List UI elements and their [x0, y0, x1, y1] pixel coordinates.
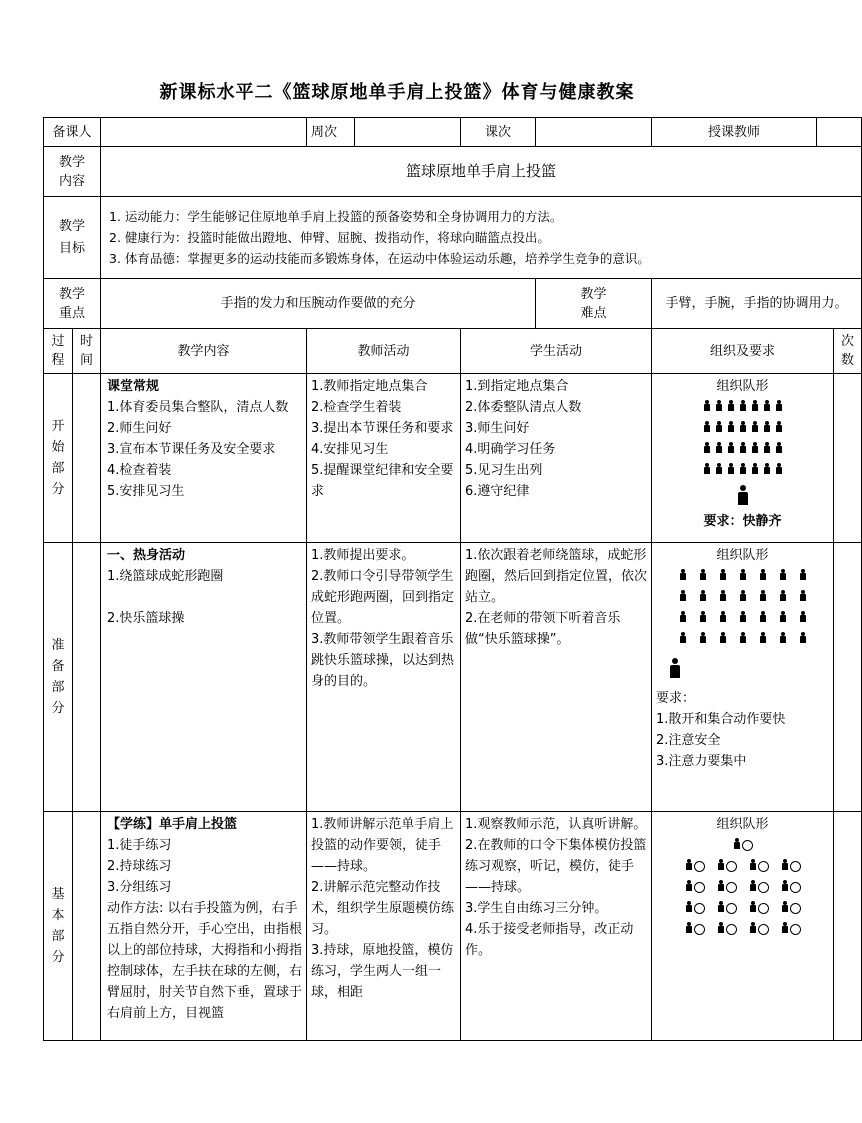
list-item: 1.教师提出要求。 [311, 548, 415, 563]
section-start-teacher [307, 374, 461, 543]
teacher-label: 授课教师 [652, 118, 817, 147]
formation-row [656, 629, 829, 650]
formation-row [656, 856, 829, 877]
list-item: 3.教师带领学生跟着音乐跳快乐篮球操，以达到热身的目的。 [311, 632, 455, 689]
formation-row [656, 898, 829, 919]
list-item: 1.观察教师示范，认真听讲解。 [465, 817, 647, 832]
list-item: 5.安排见习生 [107, 484, 185, 499]
formation-row [656, 460, 829, 481]
section-prep-teacher [307, 543, 461, 812]
list-item: 1.散开和集合动作要快 [656, 712, 786, 727]
objectives-label: 教学目标 [44, 197, 101, 279]
list-item: 1.教师讲解示范单手肩上投篮的动作要领，徒手——持球。 [311, 817, 454, 874]
col-count: 次数 [834, 329, 862, 374]
list-item: 4.乐于接受老师指导，改正动作。 [465, 922, 634, 958]
list-item: 1.绕篮球成蛇形跑圈 [107, 569, 224, 584]
section-prep-student [461, 543, 652, 812]
list-item: 2.教师口令引导带领学生成蛇形跑两圈，回到指定位置。 [311, 569, 455, 626]
lesson-value[interactable] [536, 118, 652, 147]
difficulty-label: 教学难点 [536, 279, 652, 329]
page-title: 新课标水平二《篮球原地单手肩上投篮》体育与健康教案 [159, 82, 635, 103]
section-start-content: 课堂常规 1.体育委员集合整队，清点人数 2.师生问好 3.宣布本节课任务及安全要求 4.检查着装 5.安排见习生 [101, 374, 307, 543]
formation-diagram [656, 397, 829, 511]
key-label: 教学重点 [44, 279, 101, 329]
list-item: 3.师生问好 [465, 421, 530, 436]
objectives-list [101, 197, 862, 279]
teacher-value[interactable] [817, 118, 862, 147]
section-start-count [834, 374, 862, 543]
objective-item: 3. 体育品德：掌握更多的运动技能而多锻炼身体，在运动中体验运动乐趣，培养学生竞争的意识。 [109, 251, 650, 266]
formation-diagram [656, 566, 829, 688]
section-basic-count [834, 812, 862, 1041]
list-item: 2.在老师的带领下听着音乐做“快乐篮球操”。 [465, 611, 621, 647]
list-item: 3.分组练习 [107, 880, 172, 895]
list-item: 3.提出本节课任务和要求 [311, 421, 454, 436]
list-item: 4.安排见习生 [311, 442, 389, 457]
section-prep-content: 一、热身活动 1.绕篮球成蛇形跑圈 2.快乐篮球操 [101, 543, 307, 812]
list-item: 2.体委整队清点人数 [465, 400, 582, 415]
formation-row [656, 587, 829, 608]
lesson-plan-table [43, 117, 862, 1041]
pair-formation-diagram [656, 835, 829, 940]
list-item: 2.快乐篮球操 [107, 611, 185, 626]
col-time: 时间 [73, 329, 101, 374]
list-item: 2.检查学生着装 [311, 400, 402, 415]
list-item: 1.教师指定地点集合 [311, 379, 428, 394]
formation-row [656, 566, 829, 587]
list-item: 2.在教师的口令下集体模仿投篮练习观察，听记，模仿，徒手——持球。 [465, 838, 647, 895]
section-basic-org: 组织队形 [652, 812, 834, 1041]
teacher-figure-icon [670, 658, 680, 678]
list-item: 1.体育委员集合整队，清点人数 [107, 400, 289, 415]
list-item: 2.讲解示范完整动作技术，组织学生原题模仿练习。 [311, 880, 455, 937]
formation-row [656, 418, 829, 439]
key-value: 手指的发力和压腕动作要做的充分 [101, 279, 536, 329]
list-item: 5.见习生出列 [465, 463, 543, 478]
teacher-figure-icon [738, 485, 748, 505]
col-org: 组织及要求 [652, 329, 834, 374]
list-item: 3.注意力要集中 [656, 754, 747, 769]
difficulty-value: 手臂，手腕，手指的协调用力。 [652, 279, 862, 329]
formation-row [656, 439, 829, 460]
prep-value[interactable] [101, 118, 307, 147]
section-prep-time [73, 543, 101, 812]
list-item: 3.持球，原地投篮，模仿练习，学生两人一组一球，相距 [311, 943, 454, 1000]
week-label: 周次 [307, 118, 355, 147]
list-item: 6.遵守纪律 [465, 484, 530, 499]
list-item: 5.提醒课堂纪律和安全要求 [311, 463, 454, 499]
section-start-org: 组织队形 要求：快静齐 [652, 374, 834, 543]
section-basic-teacher [307, 812, 461, 1041]
col-teacher: 教师活动 [307, 329, 461, 374]
ball-icon [742, 840, 753, 851]
section-start-name: 开始部分 [44, 374, 73, 543]
week-value[interactable] [355, 118, 461, 147]
formation-row [656, 919, 829, 940]
list-item: 2.师生问好 [107, 421, 172, 436]
list-item: 3.学生自由练习三分钟。 [465, 901, 608, 916]
content-value: 篮球原地单手肩上投篮 [101, 147, 862, 197]
list-item: 1.徒手练习 [107, 838, 172, 853]
list-item: 1.依次跟着老师绕篮球，成蛇形跑圈，然后回到指定位置，依次站立。 [465, 548, 648, 605]
lesson-label: 课次 [461, 118, 536, 147]
prep-label: 备课人 [44, 118, 101, 147]
objective-item: 2. 健康行为：投篮时能做出蹬地、伸臂、屈腕、拨指动作，将球向瞄篮点投出。 [109, 230, 550, 245]
section-prep-org: 组织队形 要求： 1.散开和集合动作要快 2.注意安全 3.注意力要集中 [652, 543, 834, 812]
objective-item: 1. 运动能力：学生能够记住原地单手肩上投篮的预备姿势和全身协调用力的方法。 [109, 209, 563, 224]
list-item: 3.宣布本节课任务及安全要求 [107, 442, 276, 457]
content-label: 教学内容 [44, 147, 101, 197]
list-item: 动作方法: 以右手投篮为例，右手五指自然分开，手心空出，由指根以上的部位持球，大拇指和小拇指控制球体，左手扶在球的左侧，右臂屈肘，肘关节自然下垂，置球于右肩前上方，目视篮 [107, 901, 303, 1021]
col-content: 教学内容 [101, 329, 307, 374]
formation-row [656, 608, 829, 629]
section-basic-student [461, 812, 652, 1041]
section-start-student [461, 374, 652, 543]
col-process: 过程 [44, 329, 73, 374]
section-basic-content: 【学练】单手肩上投篮 1.徒手练习 2.持球练习 3.分组练习 动作方法: 以右手投篮为例，右手五指自然分开，手心空出，由指根以上的部位持球，大拇指和小拇指控制球体，左手扶在球的左侧，右臂屈肘，肘关节自然下垂，置球于右肩前上方，目视篮 [101, 812, 307, 1041]
list-item: 1.到指定地点集合 [465, 379, 569, 394]
formation-row [656, 877, 829, 898]
list-item: 4.明确学习任务 [465, 442, 556, 457]
section-start-time [73, 374, 101, 543]
section-prep-count [834, 543, 862, 812]
section-basic-time [73, 812, 101, 1041]
formation-row [656, 397, 829, 418]
section-prep-name: 准备部分 [44, 543, 73, 812]
list-item: 2.注意安全 [656, 733, 721, 748]
section-basic-name: 基本部分 [44, 812, 73, 1041]
col-student: 学生活动 [461, 329, 652, 374]
list-item: 4.检查着装 [107, 463, 172, 478]
list-item: 2.持球练习 [107, 859, 172, 874]
